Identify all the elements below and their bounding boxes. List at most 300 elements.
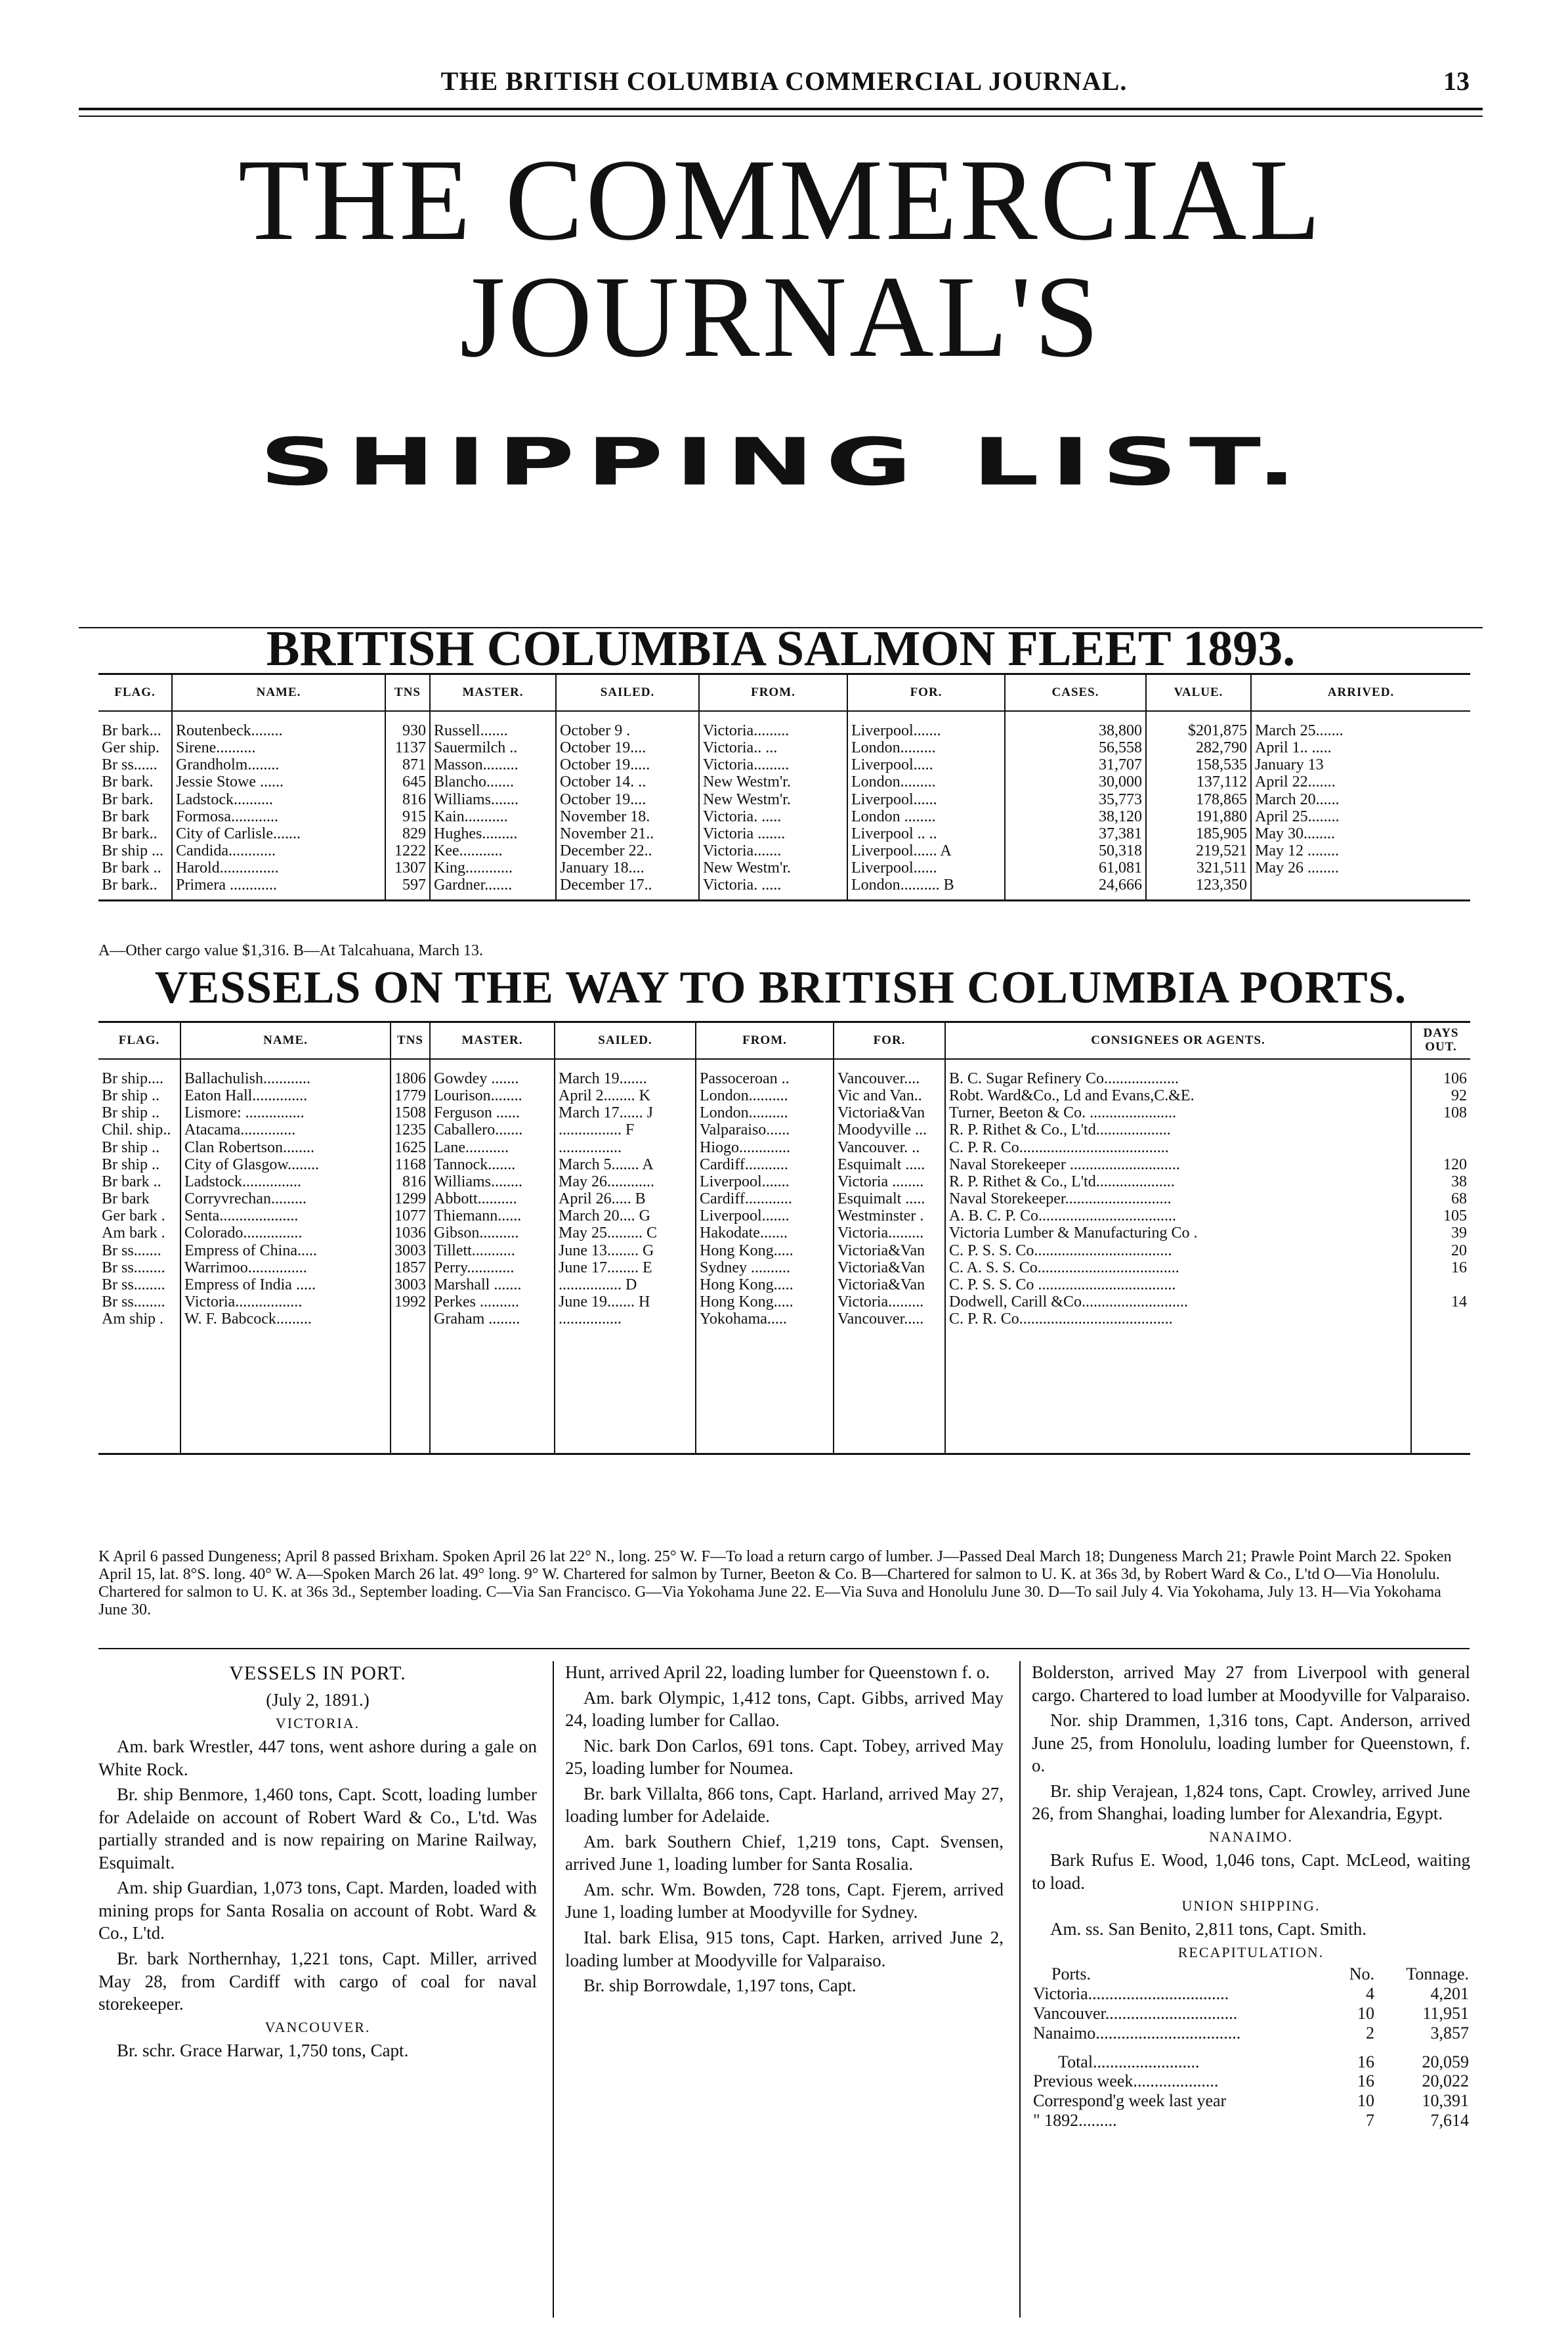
table-cell: Esquimalt ..... — [834, 1190, 945, 1207]
table-cell: 816 — [391, 1173, 430, 1190]
table-cell: Hong Kong..... — [696, 1293, 834, 1310]
table-cell: Br bark .. — [98, 1173, 180, 1190]
table-cell: January 13 — [1255, 756, 1324, 774]
blank-cell — [430, 1362, 555, 1379]
table-row — [98, 791, 1470, 808]
table-row — [98, 1173, 1470, 1190]
paragraph: Ital. bark Elisa, 915 tons, Capt. Harken, arrived June 2, loading lumber at Moodyville for Valparaiso. — [565, 1928, 1004, 1970]
blank-cell — [98, 1414, 180, 1431]
table-cell: Westminster . — [834, 1207, 945, 1224]
table-cell: April 1.. ..... — [1255, 739, 1332, 757]
table-cell: October 19..... — [556, 756, 699, 773]
paragraph: Br. bark Villalta, 866 tons, Capt. Harland, arrived May 27, loading lumber for Adelaide. — [565, 1783, 1004, 1827]
table-cell: Victoria&Van — [834, 1276, 945, 1293]
table-cell: R. P. Rithet & Co., L'td................... — [945, 1121, 1411, 1138]
blank-cell — [555, 1396, 696, 1414]
recap-header-row — [1032, 1964, 1470, 1984]
table-cell — [1411, 1121, 1470, 1138]
table-cell: C. P. R. Co...................................... — [945, 1139, 1411, 1156]
table-row — [98, 1276, 1470, 1293]
table-cell: Masson......... — [430, 756, 556, 773]
table-cell: Tillett........... — [430, 1242, 555, 1259]
table-cell: London.......... — [696, 1087, 834, 1104]
column-header: MASTER. — [430, 1022, 555, 1060]
table-cell: Empress of China..... — [180, 1242, 391, 1259]
table-row — [98, 711, 1470, 739]
table-cell: Lane........... — [430, 1139, 555, 1156]
table-cell: Corryvrechan......... — [180, 1190, 391, 1207]
blank-cell — [180, 1431, 391, 1454]
blank-row — [98, 1396, 1470, 1414]
table-cell: March 20.... G — [555, 1207, 696, 1224]
vessels-in-port — [98, 1661, 1470, 2318]
table-cell: Liverpool..... — [847, 756, 1005, 773]
table-cell: 1077 — [391, 1207, 430, 1224]
table-cell: Ger bark . — [98, 1207, 180, 1224]
table-cell: 185,905 — [1146, 825, 1251, 842]
blank-cell — [696, 1362, 834, 1379]
table-cell: Naval Storekeeper ............................ — [945, 1156, 1411, 1173]
table-cell: 24,666 — [1005, 876, 1146, 900]
blank-cell — [834, 1362, 945, 1379]
table-cell: Br ship .. — [98, 1156, 180, 1173]
table-cell: A. B. C. P. Co................................... — [945, 1207, 1411, 1224]
recap-total-row — [1032, 2071, 1470, 2091]
blank-cell — [555, 1328, 696, 1345]
blank-row — [98, 1362, 1470, 1379]
table-cell: Victoria......... — [699, 756, 847, 773]
table-cell: Am ship . — [98, 1310, 180, 1328]
blank-row — [98, 1414, 1470, 1431]
table-row — [98, 1293, 1470, 1310]
table-cell: City of Carlisle....... — [172, 825, 385, 842]
table-cell: Hiogo............. — [696, 1139, 834, 1156]
blank-row — [98, 1345, 1470, 1362]
table-cell: Abbott.......... — [430, 1190, 555, 1207]
table-row — [98, 1242, 1470, 1259]
table-cell: Br ship .. — [98, 1139, 180, 1156]
table-cell: Hong Kong..... — [696, 1276, 834, 1293]
table-cell: 1235 — [391, 1121, 430, 1138]
table-cell: Br ship ... — [98, 842, 172, 859]
table-cell: Eaton Hall.............. — [180, 1087, 391, 1104]
table-cell: Routenbeck........ — [172, 711, 385, 739]
table-cell: Br ss........ — [98, 1276, 180, 1293]
table-cell: Gibson.......... — [430, 1224, 555, 1242]
blank-cell — [180, 1345, 391, 1362]
blank-cell — [391, 1414, 430, 1431]
recap-row — [1032, 1984, 1470, 2004]
column-header: FOR. — [834, 1022, 945, 1060]
table-cell: Br ss........ — [98, 1293, 180, 1310]
column-header: NAME. — [172, 674, 385, 712]
recap-cell: 3,857 — [1430, 2023, 1469, 2043]
table-cell: Ladstock.......... — [172, 791, 385, 808]
table-cell: Br bark.. — [98, 876, 172, 900]
table-cell: 38,800 — [1005, 711, 1146, 739]
table-cell: Cardiff........... — [696, 1156, 834, 1173]
table-cell: Br ship.... — [98, 1059, 180, 1087]
table-cell: Clan Robertson........ — [180, 1139, 391, 1156]
table-row — [98, 1121, 1470, 1138]
recap-header: Tonnage. — [1406, 1964, 1469, 1983]
table-cell: Moodyville ... — [834, 1121, 945, 1138]
column-header: CASES. — [1005, 674, 1146, 712]
blank-row — [98, 1379, 1470, 1396]
blank-cell — [1411, 1414, 1470, 1431]
column-header: NAME. — [180, 1022, 391, 1060]
table-cell: 50,318 — [1005, 842, 1146, 859]
blank-cell — [945, 1396, 1411, 1414]
salmon-footnote: A—Other cargo value $1,316. B—At Talcahuana, March 13. — [98, 942, 483, 959]
blank-cell — [1411, 1328, 1470, 1345]
table-cell: Jessie Stowe ...... — [172, 773, 385, 790]
table-cell: 16 — [1451, 1259, 1467, 1276]
table-cell: October 19.... — [556, 791, 699, 808]
table-cell: 120 — [1443, 1156, 1467, 1173]
table-cell: Perry............ — [430, 1259, 555, 1276]
table-cell: Esquimalt ..... — [834, 1156, 945, 1173]
blank-cell — [834, 1328, 945, 1345]
blank-cell — [180, 1362, 391, 1379]
table-cell: King............ — [430, 859, 556, 876]
table-cell: April 26..... B — [555, 1190, 696, 1207]
recap-cell: 4,201 — [1430, 1983, 1469, 2003]
table-header-row — [98, 674, 1470, 712]
table-cell: 14 — [1451, 1293, 1467, 1311]
blank-cell — [945, 1328, 1411, 1345]
recap-cell: 16 — [1357, 2071, 1374, 2091]
table-row — [98, 1310, 1470, 1328]
column-header: FOR. — [847, 674, 1005, 712]
blank-cell — [696, 1328, 834, 1345]
table-cell: 871 — [385, 756, 430, 773]
table-cell: 68 — [1451, 1190, 1467, 1208]
table-cell: Grandholm........ — [172, 756, 385, 773]
union-head: UNION SHIPPING. — [1181, 1897, 1321, 1914]
column-header: SAILED. — [556, 674, 699, 712]
table-cell: 158,535 — [1146, 756, 1251, 773]
table-cell: Liverpool...... A — [847, 842, 1005, 859]
table-cell: Gowdey ....... — [430, 1059, 555, 1087]
table-cell: Br ship .. — [98, 1104, 180, 1121]
column-header: MASTER. — [430, 674, 556, 712]
blank-cell — [98, 1396, 180, 1414]
table-cell: 829 — [385, 825, 430, 842]
table-row — [98, 773, 1470, 790]
recap-cell: 4 — [1365, 1983, 1374, 2003]
blank-cell — [945, 1345, 1411, 1362]
recap-total-row — [1032, 2091, 1470, 2111]
vessels-footnote: K April 6 passed Dungeness; April 8 passed Brixham. Spoken April 26 lat 22° N., long. 25° W. F—To load a return cargo of lumber. J—Passed Deal March 18; Dungeness March 21; Prawle Point March 22. Spoken April 15, lat. 8°S. long. 40° W. A—Spoken March 26 lat. 49° long. 9° W. Chartered for salmon by Turner, Beeton & Co. B—Chartered for salmon to U. K. at 36s 3d, by Robert Ward & Co., L'td O—Via Honolulu. Chartered for salmon to U. K. at 36s 3d., September loading. C—Via San Francisco. G—Via Yokohama June 22. E—Via Suva and Honolulu June 30. D—To sail July 4. Via Yokohama, July 13. H—Via Yokohama June 30. — [98, 1548, 1452, 1619]
table-cell: 1307 — [385, 859, 430, 876]
table-cell: City of Glasgow........ — [180, 1156, 391, 1173]
blank-cell — [834, 1414, 945, 1431]
blank-cell — [391, 1328, 430, 1345]
table-cell: March 25....... — [1255, 722, 1344, 739]
recap-cell: 11,951 — [1422, 2003, 1469, 2023]
table-cell: Williams....... — [430, 791, 556, 808]
table-cell: December 17.. — [556, 876, 699, 900]
table-cell: Liverpool...... — [847, 859, 1005, 876]
recap-cell: " 1892......... — [1033, 2111, 1117, 2131]
table-cell: Victoria....... — [699, 842, 847, 859]
table-cell: 1779 — [391, 1087, 430, 1104]
recap-cell: Vancouver............................... — [1033, 2003, 1238, 2023]
table-header-row — [98, 1022, 1470, 1060]
in-port-title: VESSELS IN PORT. — [229, 1662, 406, 1684]
table-cell: Vancouver.... — [834, 1059, 945, 1087]
table-cell: Colorado............... — [180, 1224, 391, 1242]
recap-cell: 20,022 — [1422, 2071, 1469, 2091]
table-row — [98, 1059, 1470, 1087]
table-cell: Harold............... — [172, 859, 385, 876]
paragraph: Nor. ship Drammen, 1,316 tons, Capt. Anderson, arrived June 25, from Honolulu, loading lumber for Queenstown, f. o. — [1032, 1710, 1470, 1776]
recap-row — [1032, 2023, 1470, 2043]
table-cell: $201,875 — [1146, 711, 1251, 739]
table-row — [98, 1259, 1470, 1276]
table-cell: 137,112 — [1146, 773, 1251, 790]
table-cell: Chil. ship.. — [98, 1121, 180, 1138]
table-cell: Russell....... — [430, 711, 556, 739]
table-cell: Victoria......... — [834, 1293, 945, 1310]
column-header: FROM. — [699, 674, 847, 712]
table-cell: 39 — [1451, 1224, 1467, 1242]
paragraph: Am. ss. San Benito, 2,811 tons, Capt. Smith. — [1050, 1919, 1367, 1939]
table-cell: ................ D — [555, 1276, 696, 1293]
table-row — [98, 1087, 1470, 1104]
blank-cell — [430, 1396, 555, 1414]
paragraph: Br. ship Borrowdale, 1,197 tons, Capt. — [583, 1976, 857, 1996]
table-cell: Naval Storekeeper........................... — [945, 1190, 1411, 1207]
blank-cell — [1411, 1362, 1470, 1379]
blank-cell — [391, 1362, 430, 1379]
blank-cell — [391, 1379, 430, 1396]
table-cell: Br ss........ — [98, 1259, 180, 1276]
blank-cell — [834, 1379, 945, 1396]
column-header: TNS — [385, 674, 430, 712]
table-cell: 645 — [385, 773, 430, 790]
table-cell: 321,511 — [1146, 859, 1251, 876]
blank-cell — [555, 1345, 696, 1362]
blank-cell — [555, 1379, 696, 1396]
table-row — [98, 876, 1470, 900]
recap-title: RECAPITULATION. — [1177, 1943, 1324, 1960]
blank-cell — [180, 1328, 391, 1345]
recap-total-row — [1032, 2043, 1470, 2072]
table-cell: London.......... B — [847, 876, 1005, 900]
table-cell: 282,790 — [1146, 739, 1251, 756]
table-cell: Thiemann...... — [430, 1207, 555, 1224]
table-row — [98, 739, 1470, 756]
blank-cell — [180, 1379, 391, 1396]
recap-row — [1032, 2004, 1470, 2023]
blank-row — [98, 1431, 1470, 1454]
table-cell: Lourison........ — [430, 1087, 555, 1104]
table-cell: W. F. Babcock......... — [180, 1310, 391, 1328]
column-1 — [98, 1661, 537, 2318]
table-cell: Br ss...... — [98, 756, 172, 773]
table-cell: Am bark . — [98, 1224, 180, 1242]
blank-cell — [1411, 1345, 1470, 1362]
table-cell: 915 — [385, 808, 430, 825]
blank-cell — [98, 1328, 180, 1345]
table-cell: Victoria&Van — [834, 1259, 945, 1276]
table-cell: March 17...... J — [555, 1104, 696, 1121]
table-cell: 38 — [1451, 1173, 1467, 1190]
recap-cell: 7 — [1365, 2111, 1374, 2131]
table-cell: Victoria&Van — [834, 1242, 945, 1259]
table-cell: Kee........... — [430, 842, 556, 859]
table-cell: 123,350 — [1146, 876, 1251, 900]
table-cell: May 25......... C — [555, 1224, 696, 1242]
table-cell: Passoceroan .. — [696, 1059, 834, 1087]
recap-cell: 7,614 — [1430, 2111, 1469, 2131]
table-row — [98, 1104, 1470, 1121]
table-cell: Cardiff............ — [696, 1190, 834, 1207]
table-cell: ................ — [555, 1310, 696, 1328]
paragraph: Br. bark Northernhay, 1,221 tons, Capt. Miller, arrived May 28, from Cardiff with cargo of coal for naval storekeeper. — [98, 1949, 537, 2014]
recap-cell: 10 — [1357, 2003, 1374, 2023]
table-cell: 1857 — [391, 1259, 430, 1276]
table-cell: Ballachulish............ — [180, 1059, 391, 1087]
column-header: FLAG. — [98, 674, 172, 712]
recap-cell: 2 — [1365, 2023, 1374, 2043]
column-divider — [553, 1661, 554, 2318]
table-cell: Dodwell, Carill &Co........................... — [945, 1293, 1411, 1310]
table-cell: Victoria. ..... — [699, 808, 847, 825]
table-cell: Blancho....... — [430, 773, 556, 790]
table-row — [98, 1224, 1470, 1242]
paragraph: Am. bark Olympic, 1,412 tons, Capt. Gibbs, arrived May 24, loading lumber for Callao. — [565, 1687, 1004, 1731]
recap-cell: Nanaimo.................................. — [1033, 2023, 1241, 2043]
blank-cell — [696, 1396, 834, 1414]
vessels-on-way-table — [98, 1021, 1470, 1455]
table-cell: Liverpool....... — [847, 711, 1005, 739]
table-cell: Vic and Van.. — [834, 1087, 945, 1104]
table-cell: Sydney .......... — [696, 1259, 834, 1276]
table-cell: Hong Kong..... — [696, 1242, 834, 1259]
table-cell: 61,081 — [1005, 859, 1146, 876]
vancouver-head: VANCOUVER. — [265, 2018, 371, 2035]
table-cell: Sirene.......... — [172, 739, 385, 756]
blank-cell — [945, 1431, 1411, 1454]
table-cell: Graham ........ — [430, 1310, 555, 1328]
running-title: THE BRITISH COLUMBIA COMMERCIAL JOURNAL. — [440, 66, 1128, 96]
table-cell: Br bark .. — [98, 859, 172, 876]
blank-cell — [430, 1328, 555, 1345]
column-3 — [1032, 1661, 1470, 2318]
blank-cell — [180, 1414, 391, 1431]
table-cell: Sauermilch .. — [430, 739, 556, 756]
recap-cell: Total......................... — [1058, 2052, 1200, 2071]
table-cell: ................ F — [555, 1121, 696, 1138]
divider — [98, 1648, 1470, 1649]
blank-cell — [555, 1431, 696, 1454]
table-cell: March 20...... — [1255, 790, 1340, 808]
table-cell: 92 — [1451, 1087, 1467, 1105]
table-cell: May 26 ........ — [1255, 859, 1339, 877]
blank-cell — [1411, 1396, 1470, 1414]
recap-cell: Previous week.................... — [1033, 2071, 1219, 2091]
table-cell: Liverpool....... — [696, 1207, 834, 1224]
paragraph: Bolderston, arrived May 27 from Liverpool with general cargo. Chartered to load lumber at Moodyville for Valparaiso. — [1032, 1662, 1470, 1705]
table-row — [98, 859, 1470, 876]
blank-cell — [391, 1396, 430, 1414]
blank-cell — [555, 1362, 696, 1379]
table-cell: Empress of India ..... — [180, 1276, 391, 1293]
table-cell: Victoria......... — [834, 1224, 945, 1242]
paragraph: Am. bark Wrestler, 447 tons, went ashore during a gale on White Rock. — [98, 1737, 537, 1779]
table-row — [98, 1139, 1470, 1156]
blank-cell — [945, 1379, 1411, 1396]
table-cell: 56,558 — [1005, 739, 1146, 756]
table-cell: January 18.... — [556, 859, 699, 876]
table-cell: 35,773 — [1005, 791, 1146, 808]
table-cell: October 19.... — [556, 739, 699, 756]
table-row — [98, 1156, 1470, 1173]
table-cell: Tannock....... — [430, 1156, 555, 1173]
table-cell: Br bark... — [98, 711, 172, 739]
blank-cell — [696, 1379, 834, 1396]
table-row — [98, 756, 1470, 773]
paragraph: Am. bark Southern Chief, 1,219 tons, Capt. Svensen, arrived June 1, loading lumber for Santa Rosalia. — [565, 1831, 1004, 1874]
blank-cell — [430, 1414, 555, 1431]
table-cell: Robt. Ward&Co., Ld and Evans,C.&E. — [945, 1087, 1411, 1104]
blank-cell — [391, 1345, 430, 1362]
table-cell: Br bark — [98, 808, 172, 825]
table-cell: New Westm'r. — [699, 791, 847, 808]
table-cell: June 13........ G — [555, 1242, 696, 1259]
table-cell: 930 — [385, 711, 430, 739]
table-cell: Br bark — [98, 1190, 180, 1207]
table-cell — [1411, 1276, 1470, 1293]
divider — [79, 108, 1483, 110]
table-cell: Br ss....... — [98, 1242, 180, 1259]
table-cell: Br ship .. — [98, 1087, 180, 1104]
blank-cell — [98, 1379, 180, 1396]
table-cell: Warrimoo............... — [180, 1259, 391, 1276]
blank-cell — [98, 1362, 180, 1379]
recap-cell: 20,059 — [1422, 2052, 1469, 2071]
table-cell: Victoria. ..... — [699, 876, 847, 900]
table-cell: 191,880 — [1146, 808, 1251, 825]
table-cell: November 18. — [556, 808, 699, 825]
table-cell: June 17........ E — [555, 1259, 696, 1276]
table-cell: May 30........ — [1255, 825, 1335, 842]
page-number: 13 — [1443, 66, 1470, 96]
table-cell: April 25........ — [1255, 808, 1340, 825]
blank-cell — [696, 1345, 834, 1362]
table-cell: C. A. S. S. Co.................................... — [945, 1259, 1411, 1276]
table-cell: 1625 — [391, 1139, 430, 1156]
table-cell: 1299 — [391, 1190, 430, 1207]
blank-cell — [696, 1414, 834, 1431]
recap-cell: 16 — [1357, 2052, 1374, 2071]
table-cell: 3003 — [391, 1276, 430, 1293]
blank-cell — [834, 1345, 945, 1362]
table-cell: Candida............ — [172, 842, 385, 859]
blank-cell — [696, 1431, 834, 1454]
blank-cell — [180, 1396, 391, 1414]
table-cell: Yokohama..... — [696, 1310, 834, 1328]
salmon-fleet-title: BRITISH COLUMBIA SALMON FLEET 1893. — [266, 621, 1296, 676]
table-cell: 31,707 — [1005, 756, 1146, 773]
table-cell: Victoria.. ... — [699, 739, 847, 756]
paragraph: Am. ship Guardian, 1,073 tons, Capt. Marden, loaded with mining props for Santa Rosalia on account of Robt. Ward & Co., L'td. — [98, 1878, 537, 1943]
recap-header: Ports. — [1051, 1964, 1091, 1983]
table-cell: New Westm'r. — [699, 773, 847, 790]
